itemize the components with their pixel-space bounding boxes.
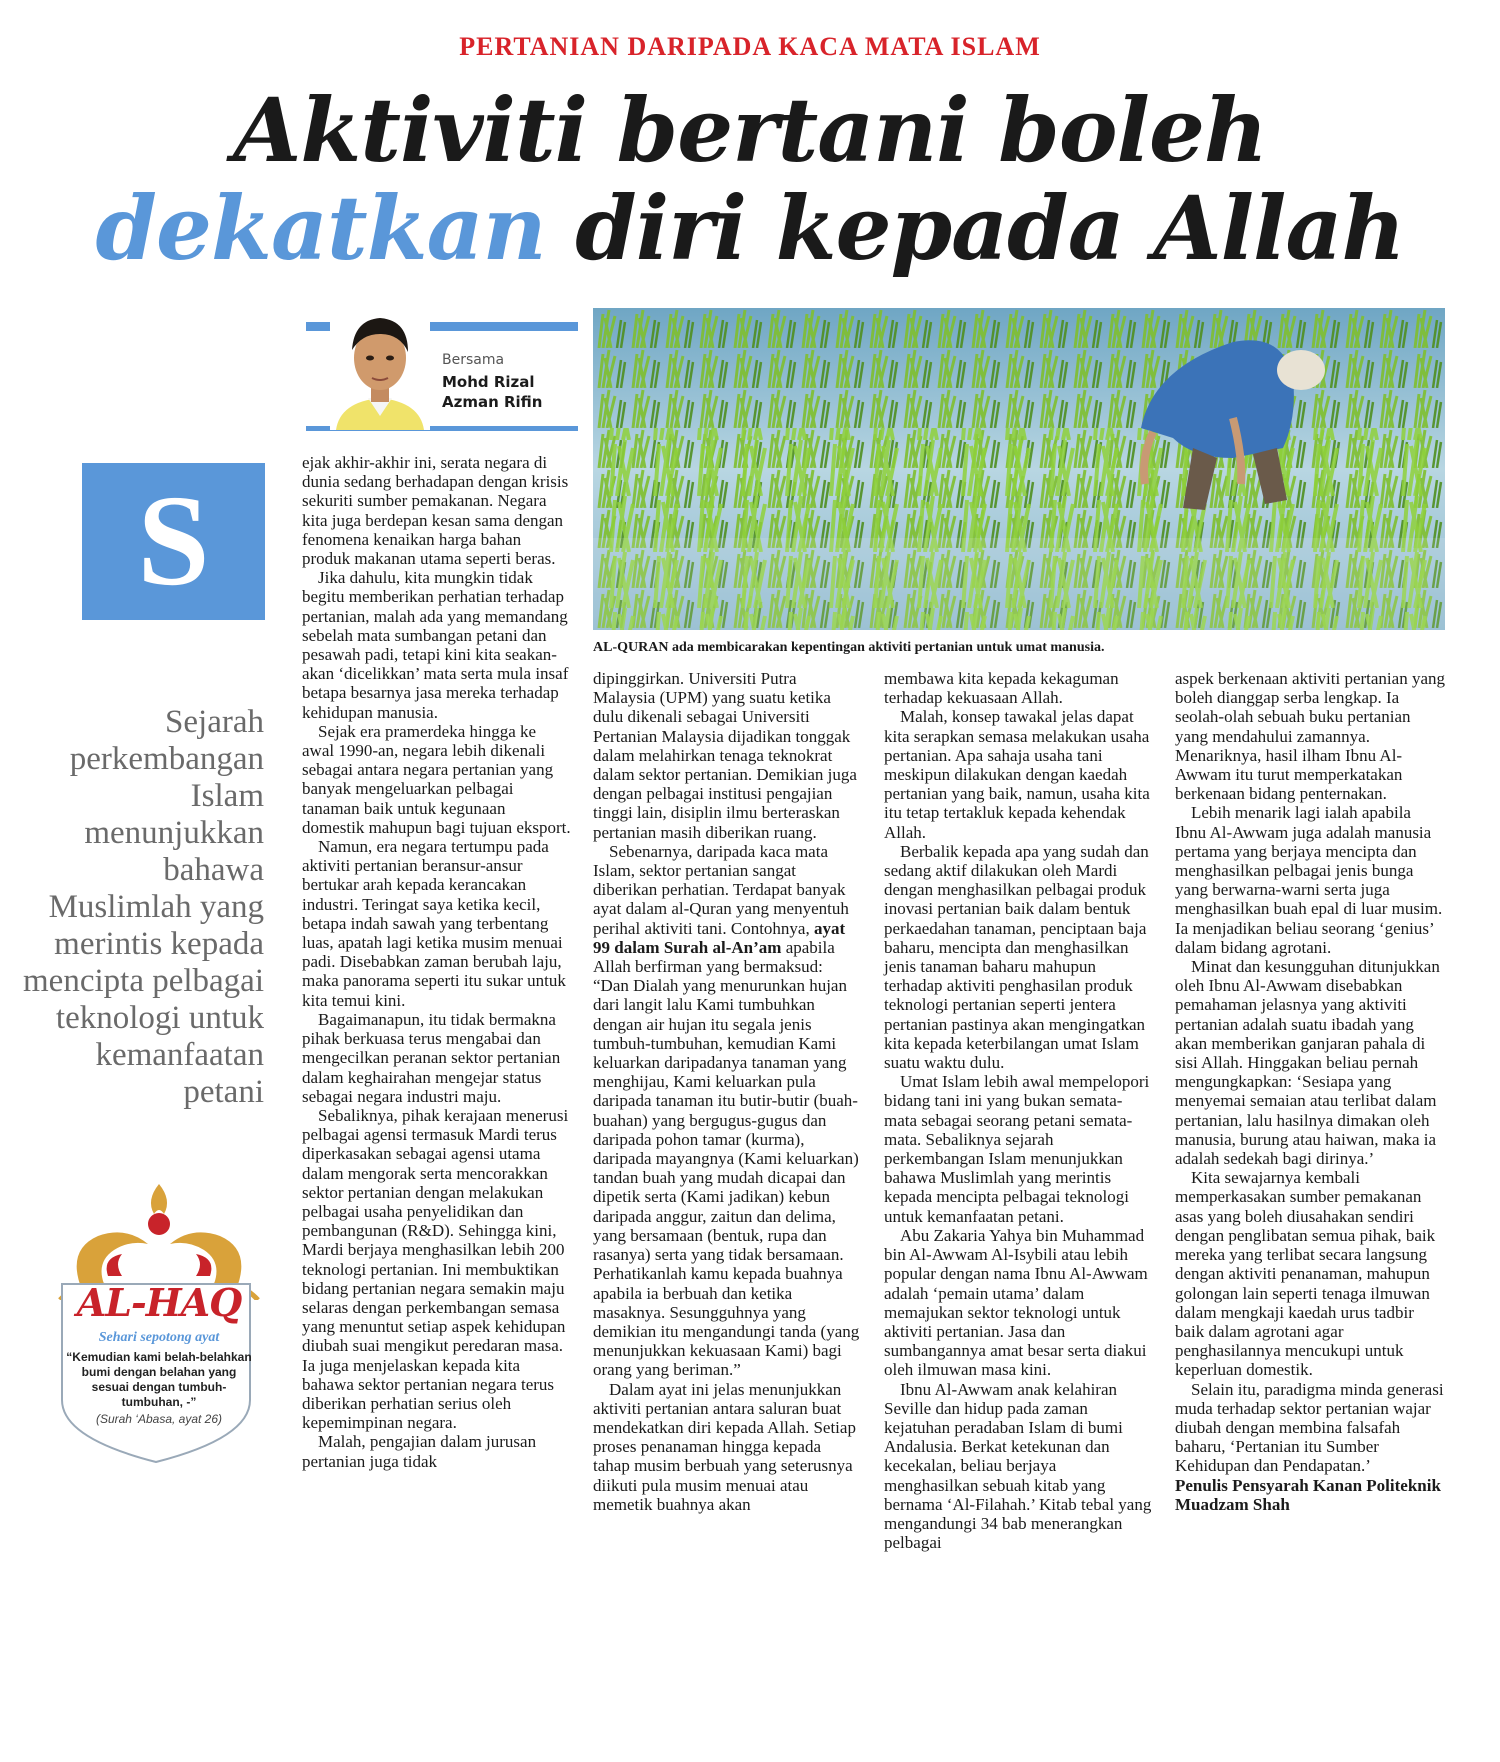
- paragraph: Dalam ayat ini jelas menunjukkan aktiviti pertanian antara saluran buat mendekatkan diri kepada Allah. Setiap proses penanaman hingga kepada tahap musim berbuah yang seterusnya diikuti pula musim menuai atau memetik buahnya akan: [593, 1379, 856, 1514]
- paragraph: Umat Islam lebih awal mempelopori bidang tani ini yang bukan semata-mata sebagai seorang petani semata-mata. Sebaliknya sejarah perkembangan Islam menunjukkan bahawa Muslimlah yang merintis kepada mencipta pelbagai teknologi untuk kemanfaatan petani.: [884, 1072, 1150, 1226]
- author-name-line-2: Azman Rifin: [442, 393, 543, 411]
- paragraph: Sejak era pramerdeka hingga ke awal 1990-an, negara lebih dikenali sebagai antara negara pertanian yang banyak mengeluarkan pelbagai tanaman baik untuk kegunaan domestik mahupun bagi tujuan eksport.: [302, 721, 571, 837]
- paddy-field-photo: [593, 308, 1445, 630]
- paragraph: Lebih menarik lagi ialah apabila Ibnu Al-Awwam juga adalah manusia pertama yang berjaya mencipta dan menghasilkan pelbagai jenis bunga yang berwarna-warni serta juga menghasilkan buah epal di luar musim. Ia menjadikan beliau seorang ‘genius’ dalam bidang agrotani.: [1175, 803, 1443, 957]
- author-name-line-1: Mohd Rizal: [442, 373, 535, 391]
- author-photo: [330, 306, 430, 430]
- paragraph: Berbalik kepada apa yang sudah dan sedang aktif dilakukan oleh Mardi dengan menghasilkan pelbagai produk inovasi pertanian baik dalam bentuk perkaedahan tanaman, penciptaan baja baharu, mencipta dan menghasilkan jenis tanaman baharu mahupun terhadap aktiviti penghasilan produk teknologi pertanian seperti jentera pertanian pastinya akan mengingatkan kita kepada keterbilangan umat Islam suatu waktu dulu.: [884, 841, 1149, 1073]
- kicker: PERTANIAN DARIPADA KACA MATA ISLAM: [459, 32, 1041, 61]
- paragraph: Ibnu Al-Awwam anak kelahiran Seville dan hidup pada zaman kejatuhan peradaban Islam di bumi Andalusia. Berkat ketekunan dan kecekalan, beliau berjaya menghasilkan sebuah kitab yang bernama ‘Al-Filahah.’ Kitab tebal yang mengandungi 34 bab menerangkan pelbagai: [884, 1379, 1152, 1553]
- article-column-1: [302, 453, 572, 1471]
- paragraph: ejak akhir-akhir ini, serata negara di dunia sedang berhadapan dengan krisis sekuriti sumber pemakanan. Negara kita juga berdepan kesan sama dengan fenomena kenaikan harga bahan produk makanan utama seperti beras.: [302, 453, 569, 569]
- headline-accent: dekatkan: [95, 176, 546, 280]
- al-haq-subtitle: Sehari sepotong ayat: [98, 1330, 220, 1345]
- paragraph-text: Sebenarnya, daripada kaca mata Islam, sektor pertanian sangat diberikan perhatian. Terdapat banyak ayat dalam al-Quran yang menyentuh perihal aktiviti tani. Contohnya,: [593, 841, 849, 938]
- article-column-4: [1175, 669, 1445, 1514]
- paragraph: Sebaliknya, pihak kerajaan menerusi pelbagai agensi termasuk Mardi terus diperkasakan sebagai agensi utama dalam mengorak serta mencorakkan sektor pertanian dengan melakukan pelbagai usaha penyelidikan dan pembangunan (R&D). Sehingga kini, Mardi berjaya menghasilkan lebih 200 teknologi pertanian. Ini membuktikan bidang pertanian negara semakin maju selaras dengan perkembangan semasa yang menuntut setiap aspek kehidupan diubah suai mengikut peredaran masa. Ia juga menjelaskan kepada kita bahawa sektor pertanian negara terus diberikan perhatian serius oleh kepemimpinan negara.: [302, 1105, 569, 1433]
- paragraph: Abu Zakaria Yahya bin Muhammad bin Al-Awwam Al-Isybili atau lebih popular dengan nama Ibnu Al-Awwam adalah ‘pemain utama’ dalam memajukan sektor teknologi untuk aktiviti pertanian. Jasa dan sumbangannya amat besar serta diakui oleh ilmuwan masa kini.: [884, 1225, 1148, 1380]
- paragraph: membawa kita kepada kekaguman terhadap kekuasaan Allah.: [884, 669, 1119, 708]
- paragraph: aspek berkenaan aktiviti pertanian yang boleh dianggap serba lengkap. Ia seolah-olah sebuah buku pertanian yang mendahului zamannya. Menariknya, hasil ilham Ibnu Al-Awwam itu turut memperkatakan berkenaan bidang penternakan.: [1175, 669, 1445, 804]
- verse-reference: ayat 99 dalam Surah al-An’am: [593, 918, 846, 957]
- pull-quote: Sejarah perkembangan Islam menunjukkan bahawa Muslimlah yang merintis kepada mencipta pelbagai teknologi untuk kemanfaatan petani: [23, 704, 264, 1110]
- author-note: Penulis Pensyarah Kanan Politeknik Muadzam Shah: [1175, 1475, 1441, 1514]
- photo-caption: AL-QURAN ada membicarakan kepentingan aktiviti pertanian untuk umat manusia.: [593, 640, 1105, 655]
- drop-cap: S: [82, 463, 265, 620]
- headline-rest: diri kepada Allah: [545, 176, 1405, 280]
- paragraph-text: apabila Allah berfirman yang bermaksud: “Dan Dialah yang menurunkan hujan dari langit lalu Kami tumbuhkan dengan air hujan itu segala jenis tumbuh-tumbuhan, kemudian Kami keluarkan daripadanya tanaman yang menghijau, Kami keluarkan pula daripada tanaman itu butir-butir (buah-buahan) yang bergugus-gugus dan daripada pohon tamar (kurma), daripada mayangnya (Kami keluarkan) tandan buah yang mudah dicapai dan dipetik serta (Kami jadikan) kebun daripada anggur, zaitun dan delima, yang bersamaan (bentuk, rupa dan rasanya) serta yang tidak bersamaan. Perhatikanlah kamu kepada buahnya apabila ia berbuah dan ketika masaknya. Sesungguhnya yang demikian itu mengandungi tanda (yang menunjukkan kekuasaan Kami) bagi orang yang beriman.”: [593, 937, 860, 1380]
- byline-label: Bersama: [442, 352, 505, 368]
- paragraph: Kita sewajarnya kembali memperkasakan sumber pemakanan asas yang boleh diusahakan sendiri dengan penglibatan semua pihak, baik mereka yang terlibat secara langsung dengan aktiviti penanaman, mahupun golongan lain seperti tenaga ilmuwan dalam mengkaji kaedah urus tadbir baik dalam agrotani agar penghasilannya mencukupi untuk keperluan domestik.: [1175, 1168, 1436, 1380]
- al-haq-title: AL-HAQ: [76, 1280, 242, 1325]
- article-column-2: [593, 669, 861, 1514]
- paragraph: Selain itu, paradigma minda generasi muda terhadap sektor pertanian wajar diubah dengan membina falsafah baharu, ‘Pertanian itu Sumber Kehidupan dan Pendapatan.’: [1175, 1379, 1444, 1476]
- headline-line-1: Aktiviti bertani boleh: [233, 78, 1267, 182]
- paragraph: Minat dan kesungguhan ditunjukkan oleh Ibnu Al-Awwam disebabkan pemahaman jelasnya yang aktiviti pertanian adalah suatu ibadah yang akan memberikan ganjaran pahala di sisi Allah. Hinggakan beliau pernah mengungkapkan: ‘Sesiapa yang menyemai semaian atau terlibat dalam pertanian, lalu hasilnya dimakan oleh manusia, burung atau haiwan, maka ia adalah sedekah bagi dirinya.’: [1175, 957, 1440, 1169]
- paragraph: Namun, era negara tertumpu pada aktiviti pertanian beransur-ansur bertukar arah kepada kerancakan industri. Teringat saya ketika kecil, betapa indah sawah yang terbentang luas, apatah lagi ketika musim menuai padi. Disebabkan zaman berubah laju, maka panorama seperti itu sukar untuk kita temui kini.: [302, 837, 566, 1010]
- al-haq-box: [52, 1180, 266, 1480]
- paragraph: Malah, pengajian dalam jurusan pertanian juga tidak: [302, 1432, 537, 1471]
- paragraph: Bagaimanapun, itu tidak bermakna pihak berkuasa terus mengabai dan mengecilkan peranan sektor pertanian dalam keghairahan mengejar status sebagai negara industri maju.: [302, 1009, 561, 1106]
- headline-line-2: [0, 178, 1500, 278]
- al-haq-verse: “Kemudian kami belah-belahkan bumi dengan belahan yang sesuai dengan tumbuh-tumbuhan, -”: [66, 1350, 252, 1409]
- al-haq-reference: (Surah ‘Abasa, ayat 26): [95, 1412, 223, 1426]
- paragraph: Malah, konsep tawakal jelas dapat kita serapkan semasa melakukan usaha pertanian. Apa sahaja usaha tani meskipun dilakukan dengan kaedah pertanian yang baik, namun, usaha kita itu tetap tertakluk kepada kehendak Allah.: [884, 707, 1150, 842]
- paragraph: Jika dahulu, kita mungkin tidak begitu memberikan perhatian terhadap pertanian, malah ada yang memandang sebelah mata sumbangan petani dan pesawah padi, tetapi kini kita seakan-akan ‘dicelikkan’ mata serta mula insaf betapa besarnya jasa mereka terhadap kehidupan manusia.: [302, 568, 569, 722]
- article-column-3: [884, 669, 1154, 1552]
- author-name: [442, 372, 582, 412]
- paragraph: dipinggirkan. Universiti Putra Malaysia (UPM) yang suatu ketika dulu dikenali sebagai Universiti Pertanian Malaysia dijadikan tonggak dalam melahirkan tenaga teknokrat dalam sektor pertanian. Demikian juga dengan pelbagai institusi pengajian tinggi lain, disiplin ilmu berteraskan pertanian masih diberikan ruang.: [593, 669, 857, 842]
- paragraph: [593, 842, 861, 1380]
